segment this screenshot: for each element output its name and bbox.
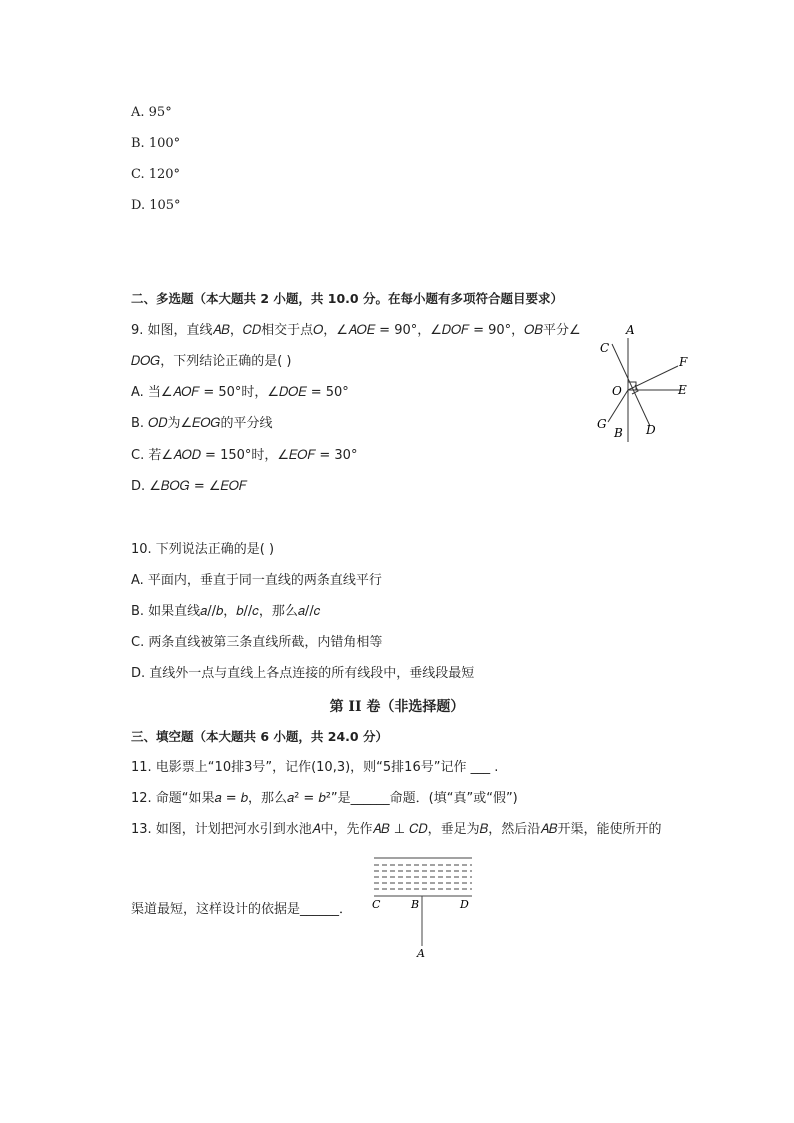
label-c: C [600,341,610,355]
label-a: A [626,323,635,337]
question-13-stem: 13. 如图，计划把河水引到水池𝐴中，先作𝐴𝐵 ⊥ 𝐶𝐷，垂足为𝐵，然后沿𝐴𝐵开渠，能使所开的 [131,822,662,837]
q9-geometry-figure [590,318,700,443]
label-b: B [614,426,623,440]
label-d: D [646,423,656,437]
label-o: O [612,384,622,398]
question-9-stem-cont: 𝐷𝑂𝐺，下列结论正确的是( ) [131,354,292,369]
q10-option-a: A. 平面内，垂直于同一直线的两条直线平行 [131,573,382,588]
label-g: G [597,417,607,431]
question-10-stem: 10. 下列说法正确的是( ) [131,542,275,557]
option-a: A. 95° [131,105,172,120]
q9-option-a: A. 当∠𝐴𝑂𝐹 = 50°时，∠𝐷𝑂𝐸 = 50° [131,385,349,400]
q10-option-b: B. 如果直线𝑎//𝑏，𝑏//𝑐，那么𝑎//𝑐 [131,604,321,619]
option-c: C. 120° [131,167,181,182]
part-2-title: 第 II 卷（非选择题） [329,699,465,715]
label-e: E [678,383,687,397]
q9-option-b: B. 𝑂𝐷为∠𝐸𝑂𝐺的平分线 [131,416,273,431]
label-f: F [679,355,688,369]
question-9-stem: 9. 如图，直线𝐴𝐵，𝐶𝐷相交于点𝑂，∠𝐴𝑂𝐸 = 90°，∠𝐷𝑂𝐹 = 90°，𝑂𝐵平分∠ [131,323,581,338]
question-12: 12. 命题“如果𝑎 = 𝑏，那么𝑎² = 𝑏²”是______命题．(填“真”或“假”) [131,791,518,806]
option-d: D. 105° [131,198,181,213]
option-b: B. 100° [131,136,181,151]
label-c: C [372,898,381,911]
q10-option-c: C. 两条直线被第三条直线所截，内错角相等 [131,635,383,650]
q9-option-d: D. ∠𝐵𝑂𝐺 = ∠𝐸𝑂𝐹 [131,479,247,494]
section-title: 二、多选题（本大题共 2 小题，共 10.0 分。在每小题有多项符合题目要求） [131,291,563,306]
label-b: B [411,898,420,911]
section-3-title: 三、填空题（本大题共 6 小题，共 24.0 分） [131,729,388,744]
question-13-stem-cont: 渠道最短，这样设计的依据是______． [131,902,353,917]
q10-option-d: D. 直线外一点与直线上各点连接的所有线段中，垂线段最短 [131,666,475,681]
q13-river-figure [368,852,478,962]
question-11: 11. 电影票上“10排3号”，记作(10,3)，则“5排16号”记作 ___ . [131,760,499,775]
label-d: D [460,898,469,911]
label-a: A [417,947,425,960]
q9-option-c: C. 若∠𝐴𝑂𝐷 = 150°时，∠𝐸𝑂𝐹 = 30° [131,448,358,463]
